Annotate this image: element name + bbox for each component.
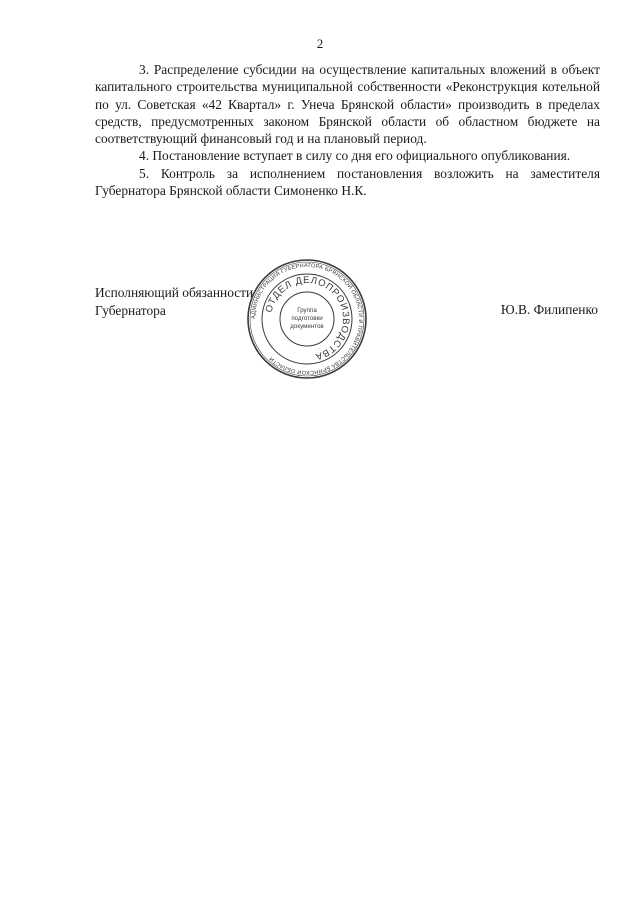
- signatory-position: [95, 284, 253, 319]
- stamp-inner-text: ОТДЕЛ ДЕЛОПРОИЗВОДСТВА: [263, 274, 352, 363]
- paragraph-3: 3. Распределение субсидии на осуществление капитальных вложений в объект капитального строительства муниципальной собственности «Реконструкция котельной по ул. Советская «42 Квартал» г. Унеча Брянской области» производить в пределах средств, предусмотренных законом Брянской области об областном бюджете на соответствующий финансовый год и на плановый период.: [95, 62, 600, 147]
- paragraph-4: 4. Постановление вступает в силу со дня его официального опубликования.: [139, 148, 571, 164]
- stamp-center-line-3: документов: [290, 323, 324, 330]
- signatory-position-line2: Губернатора: [95, 302, 166, 318]
- signatory-position-line1: Исполняющий обязанности: [95, 285, 254, 300]
- stamp-center-line-2: подготовки: [291, 315, 323, 322]
- stamp-outer-text: АДМИНИСТРАЦИЯ ГУБЕРНАТОРА БРЯНСКОЙ ОБЛАСТИ И ПРАВИТЕЛЬСТВА БРЯНСКОЙ ОБЛАСТИ: [250, 262, 364, 376]
- paragraph-5: 5. Контроль за исполнением постановления возложить на заместителя Губернатора Брянской области Симоненко Н.К.: [95, 165, 600, 199]
- page-number: 2: [316, 36, 324, 51]
- stamp-center-line-1: Группа: [297, 307, 317, 314]
- document-body: [95, 61, 600, 199]
- signatory-name: Ю.В. Филипенко: [500, 302, 598, 317]
- official-stamp: [246, 258, 368, 380]
